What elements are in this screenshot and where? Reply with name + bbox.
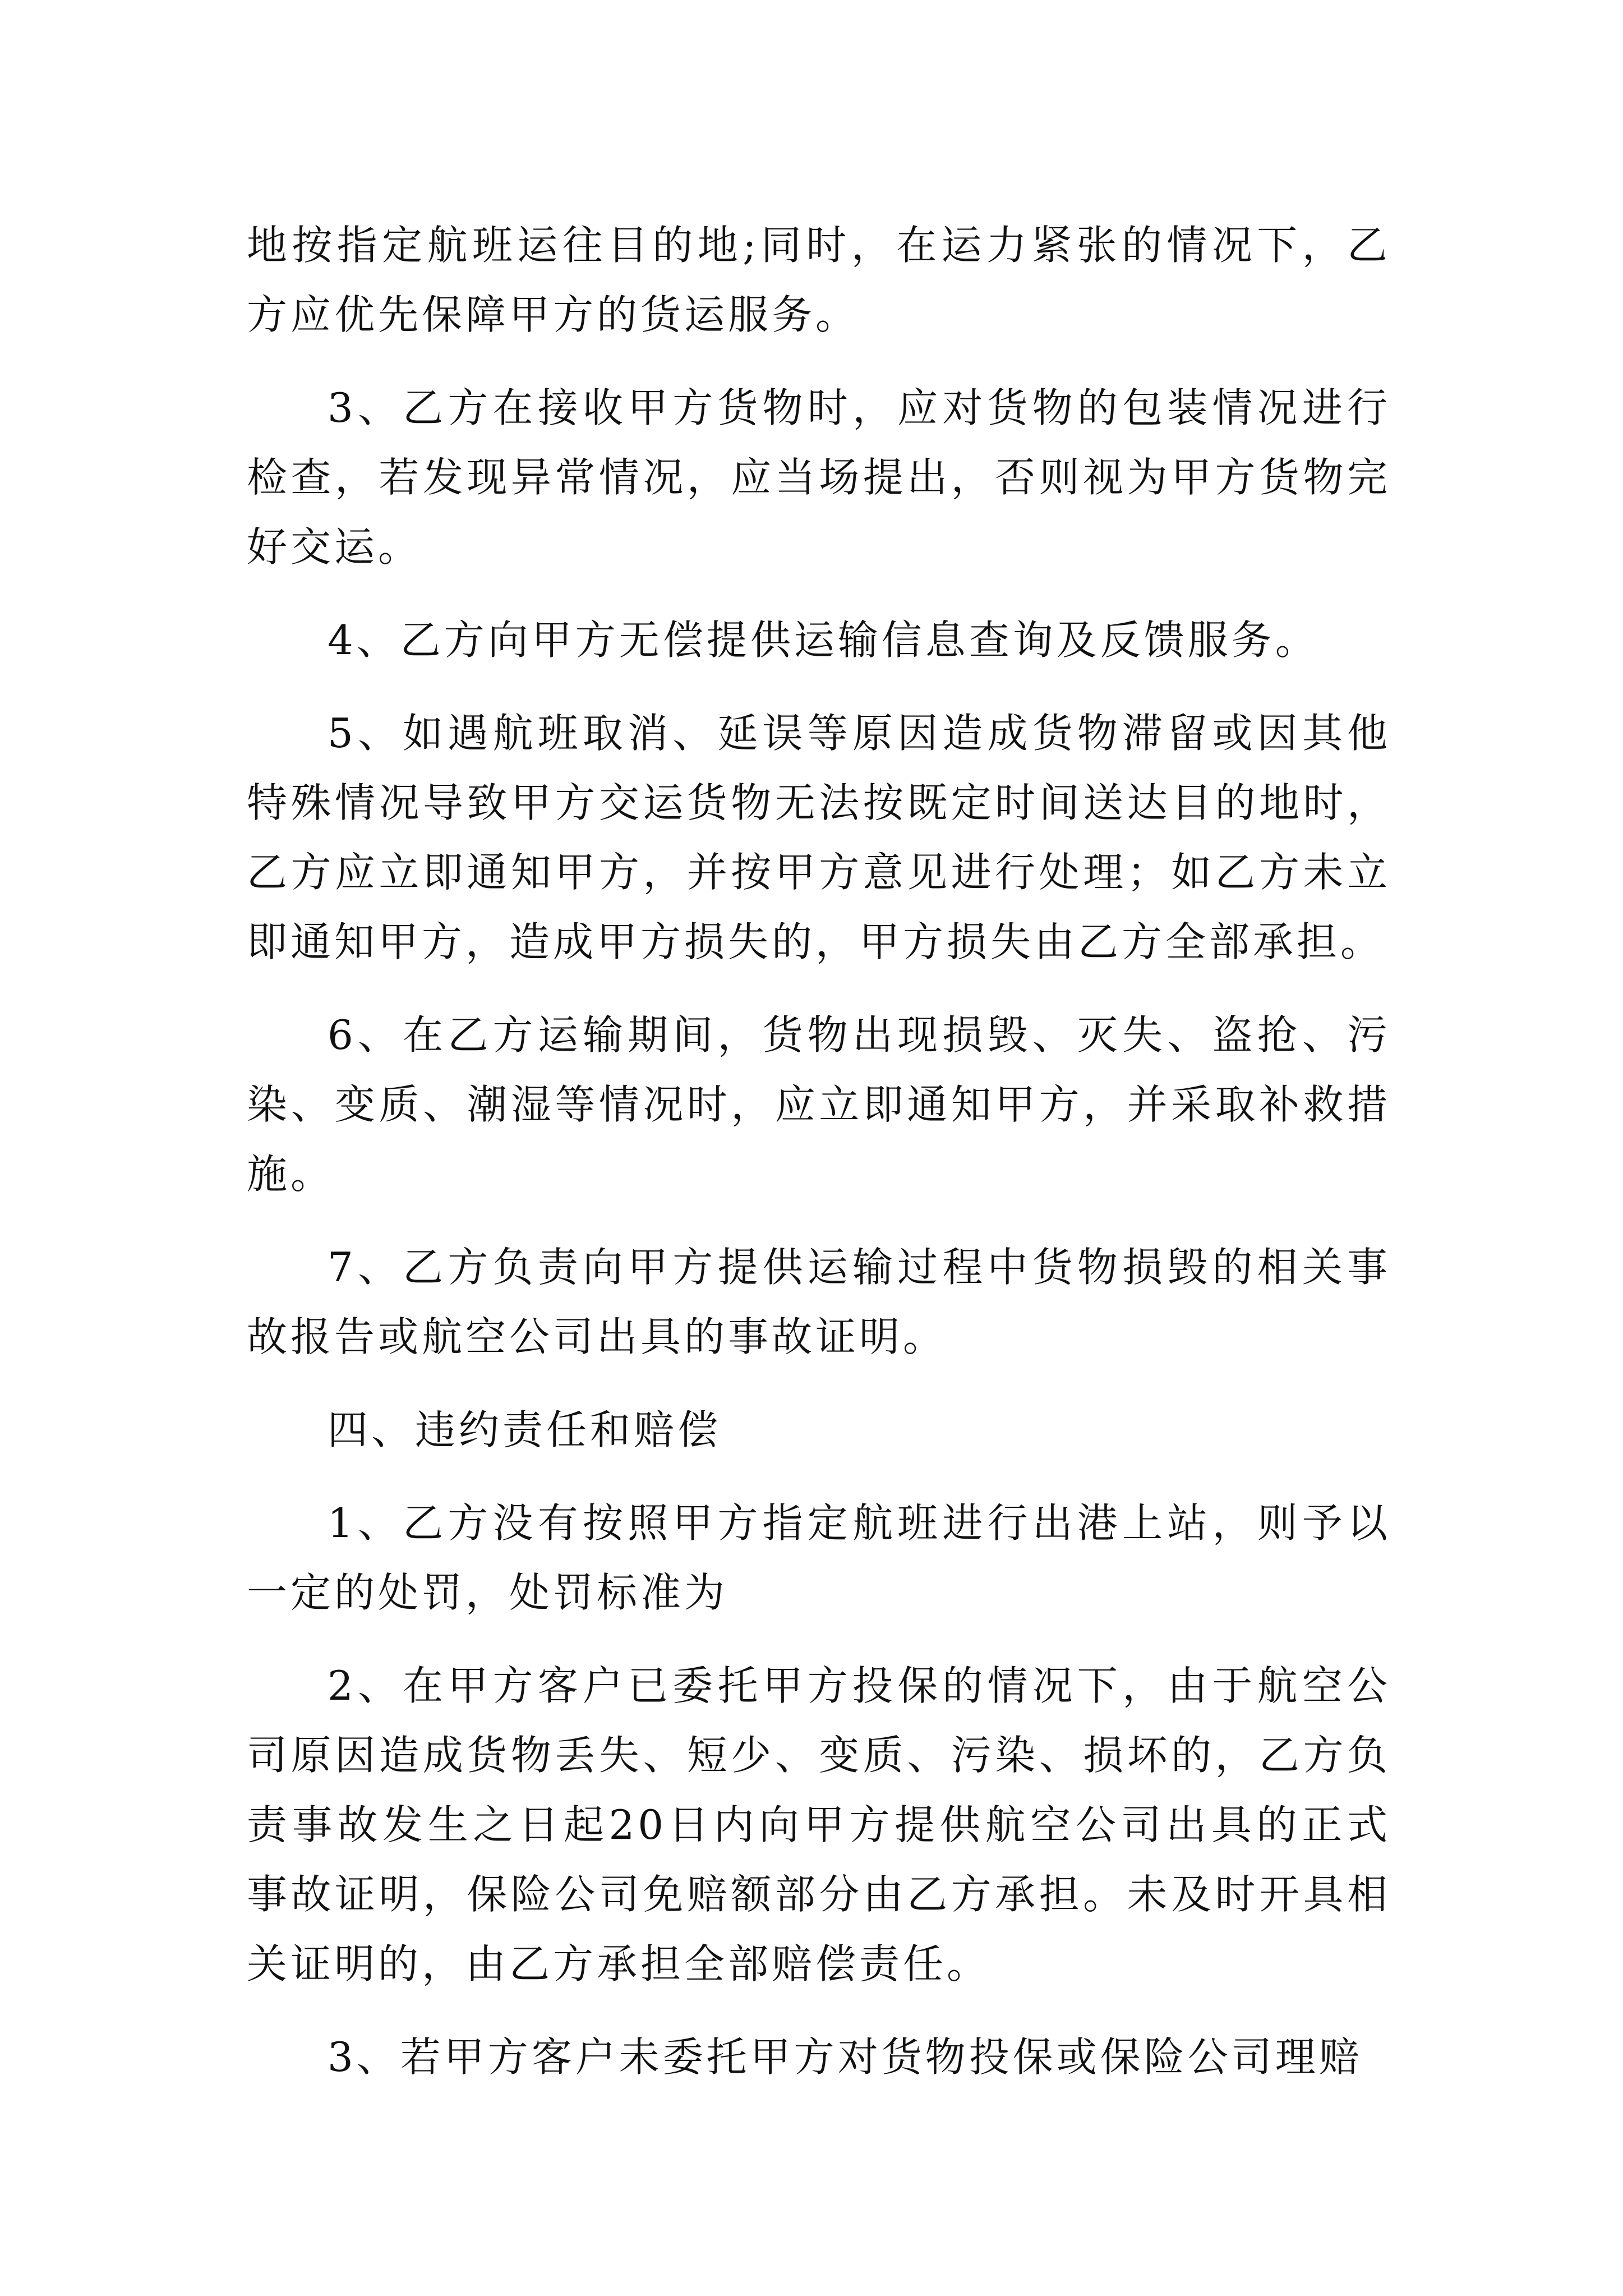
liability-clause-3-paragraph: 3、若甲方客户未委托甲方对货物投保或保险公司理赔	[328, 2033, 1363, 2081]
paragraph-continuation: 地按指定航班运往目的地;同时，在运力紧张的情况下，乙方应优先保障甲方的货运服务。	[247, 222, 1391, 338]
document-body	[247, 210, 1391, 2115]
clause-5-paragraph: 5、如遇航班取消、延误等原因造成货物滞留或因其他特殊情况导致甲方交运货物无法按既定时间送达目的地时，乙方应立即通知甲方，并按甲方意见进行处理；如乙方未立即通知甲方，造成甲方损失的，甲方损失由乙方全部承担。	[247, 710, 1391, 965]
section-heading-liability: 四、违约责任和赔偿	[328, 1406, 722, 1453]
clause-7-paragraph: 7、乙方负责向甲方提供运输过程中货物损毁的相关事故报告或航空公司出具的事故证明。	[247, 1244, 1391, 1360]
clause-4-paragraph: 4、乙方向甲方无偿提供运输信息查询及反馈服务。	[328, 616, 1319, 664]
liability-clause-2-paragraph: 2、在甲方客户已委托甲方投保的情况下，由于航空公司原因造成货物丢失、短少、变质、污染、损坏的，乙方负责事故发生之日起20日内向甲方提供航空公司出具的正式事故证明，保险公司免赔额部分由乙方承担。未及时开具相关证明的，由乙方承担全部赔偿责任。	[247, 1662, 1391, 1987]
clause-6-paragraph: 6、在乙方运输期间，货物出现损毁、灭失、盗抢、污染、变质、潮湿等情况时，应立即通知甲方，并采取补救措施。	[247, 1011, 1391, 1198]
liability-clause-1-paragraph: 1、乙方没有按照甲方指定航班进行出港上站，则予以一定的处罚，处罚标准为	[247, 1499, 1391, 1616]
clause-3-paragraph: 3、乙方在接收甲方货物时，应对货物的包装情况进行检查，若发现异常情况，应当场提出，否则视为甲方货物完好交运。	[247, 384, 1391, 570]
